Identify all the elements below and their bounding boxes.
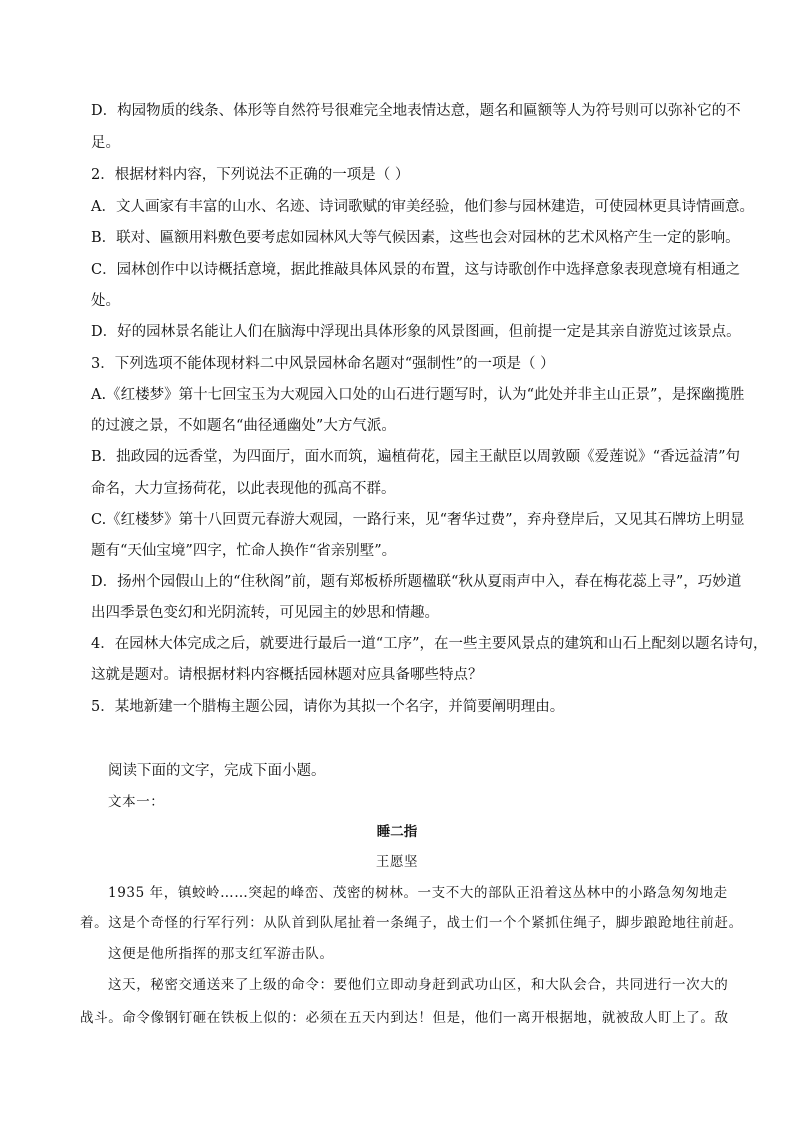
- reading-instruction: 阅读下面的文字，完成下面小题。: [108, 763, 326, 779]
- q3-option-c-line1: C.《红楼梦》第十八回贾元春游大观园，一路行来，见“奢华过费”，弃舟登岸后，又见其石牌坊上明显: [91, 512, 745, 528]
- q1-option-d-line1: D．构园物质的线条、体形等自然符号很难完全地表情达意，题名和匾额等人为符号则可以弥补它的不: [91, 103, 741, 119]
- q5-line1: 5．某地新建一个腊梅主题公园，请你为其拟一个名字，并简要阐明理由。: [91, 699, 565, 715]
- story-title: 睡二指: [376, 824, 418, 840]
- q3-option-d-line2: 出四季景色变幻和光阴流转，可见园主的妙思和情趣。: [91, 605, 439, 621]
- q2-option-d: D．好的园林景名能让人们在脑海中浮现出具体形象的风景图画，但前提一定是其亲自游览过该景点。: [91, 324, 741, 340]
- story-paragraph-3-line1: 这天，秘密交通送来了上级的命令：要他们立即动身赶到武功山区，和大队会合，共同进行一次大的: [108, 977, 729, 993]
- q2-option-a: A．文人画家有丰富的山水、名迹、诗词歌赋的审美经验，他们参与园林建造，可使园林更具诗情画意。: [91, 199, 754, 215]
- story-paragraph-3-line2: 战斗。命令像钢钉砸在铁板上似的：必须在五天内到达！但是，他们一离开根据地，就被敌人盯上了。敌: [80, 1010, 729, 1026]
- q1-option-d-line2: 足。: [91, 135, 120, 151]
- text-label: 文本一：: [108, 794, 165, 810]
- q2-option-b: B．联对、匾额用料敷色要考虑如园林风大等气候因素，这些也会对园林的艺术风格产生一定的影响。: [91, 230, 740, 246]
- q2-option-c-line1: C．园林创作中以诗概括意境，据此推敲具体风景的布置，这与诗歌创作中选择意象表现意境有相通之: [91, 262, 741, 278]
- story-paragraph-1-line2: 着。这是个奇怪的行军行列：从队首到队尾扯着一条绳子，战士们一个个紧抓住绳子，脚步踉跄地往前赶。: [80, 915, 743, 931]
- story-author: 王愿坚: [375, 854, 419, 870]
- q3-option-b-line2: 命名，大力宣扬荷花，以此表现他的孤高不群。: [91, 481, 396, 497]
- story-paragraph-2: 这便是他所指挥的那支红军游击队。: [108, 946, 334, 962]
- q3-option-a-line1: A.《红楼梦》第十七回宝玉为大观园入口处的山石进行题写时，认为“此处并非主山正景”，是探幽揽胜: [91, 387, 745, 403]
- q3-option-b-line1: B．拙政园的远香堂，为四面厅，面水而筑，遍植荷花，园主王献臣以周敦颐《爱莲说》“香远益清”句: [91, 449, 740, 465]
- q2-option-c-line2: 处。: [91, 293, 120, 309]
- q4-line1: 4．在园林大体完成之后，就要进行最后一道“工序”，在一些主要风景点的建筑和山石上配刻以题名诗句，: [91, 636, 768, 652]
- q3-stem: 3．下列选项不能体现材料二中风景园林命名题对“强制性”的一项是（ ）: [91, 356, 555, 372]
- q3-option-a-line2: 的过渡之景，不如题名“曲径通幽处”大方气派。: [91, 418, 396, 434]
- story-paragraph-1-line1: 1935 年，镇蛟岭……突起的峰峦、茂密的树林。一支不大的部队正沿着这丛林中的小路急匆匆地走: [108, 885, 728, 901]
- q4-line2: 这就是题对。请根据材料内容概括园林题对应具备哪些特点？: [91, 667, 483, 683]
- q2-stem: 2．根据材料内容，下列说法不正确的一项是（ ）: [91, 167, 410, 183]
- q3-option-d-line1: D．扬州个园假山上的“住秋阁”前，题有郑板桥所题楹联“秋从夏雨声中入，春在梅花蕊上寻”，巧妙道: [91, 574, 742, 590]
- q3-option-c-line2: 题有“天仙宝境”四字，忙命人换作“省亲别墅”。: [91, 543, 397, 559]
